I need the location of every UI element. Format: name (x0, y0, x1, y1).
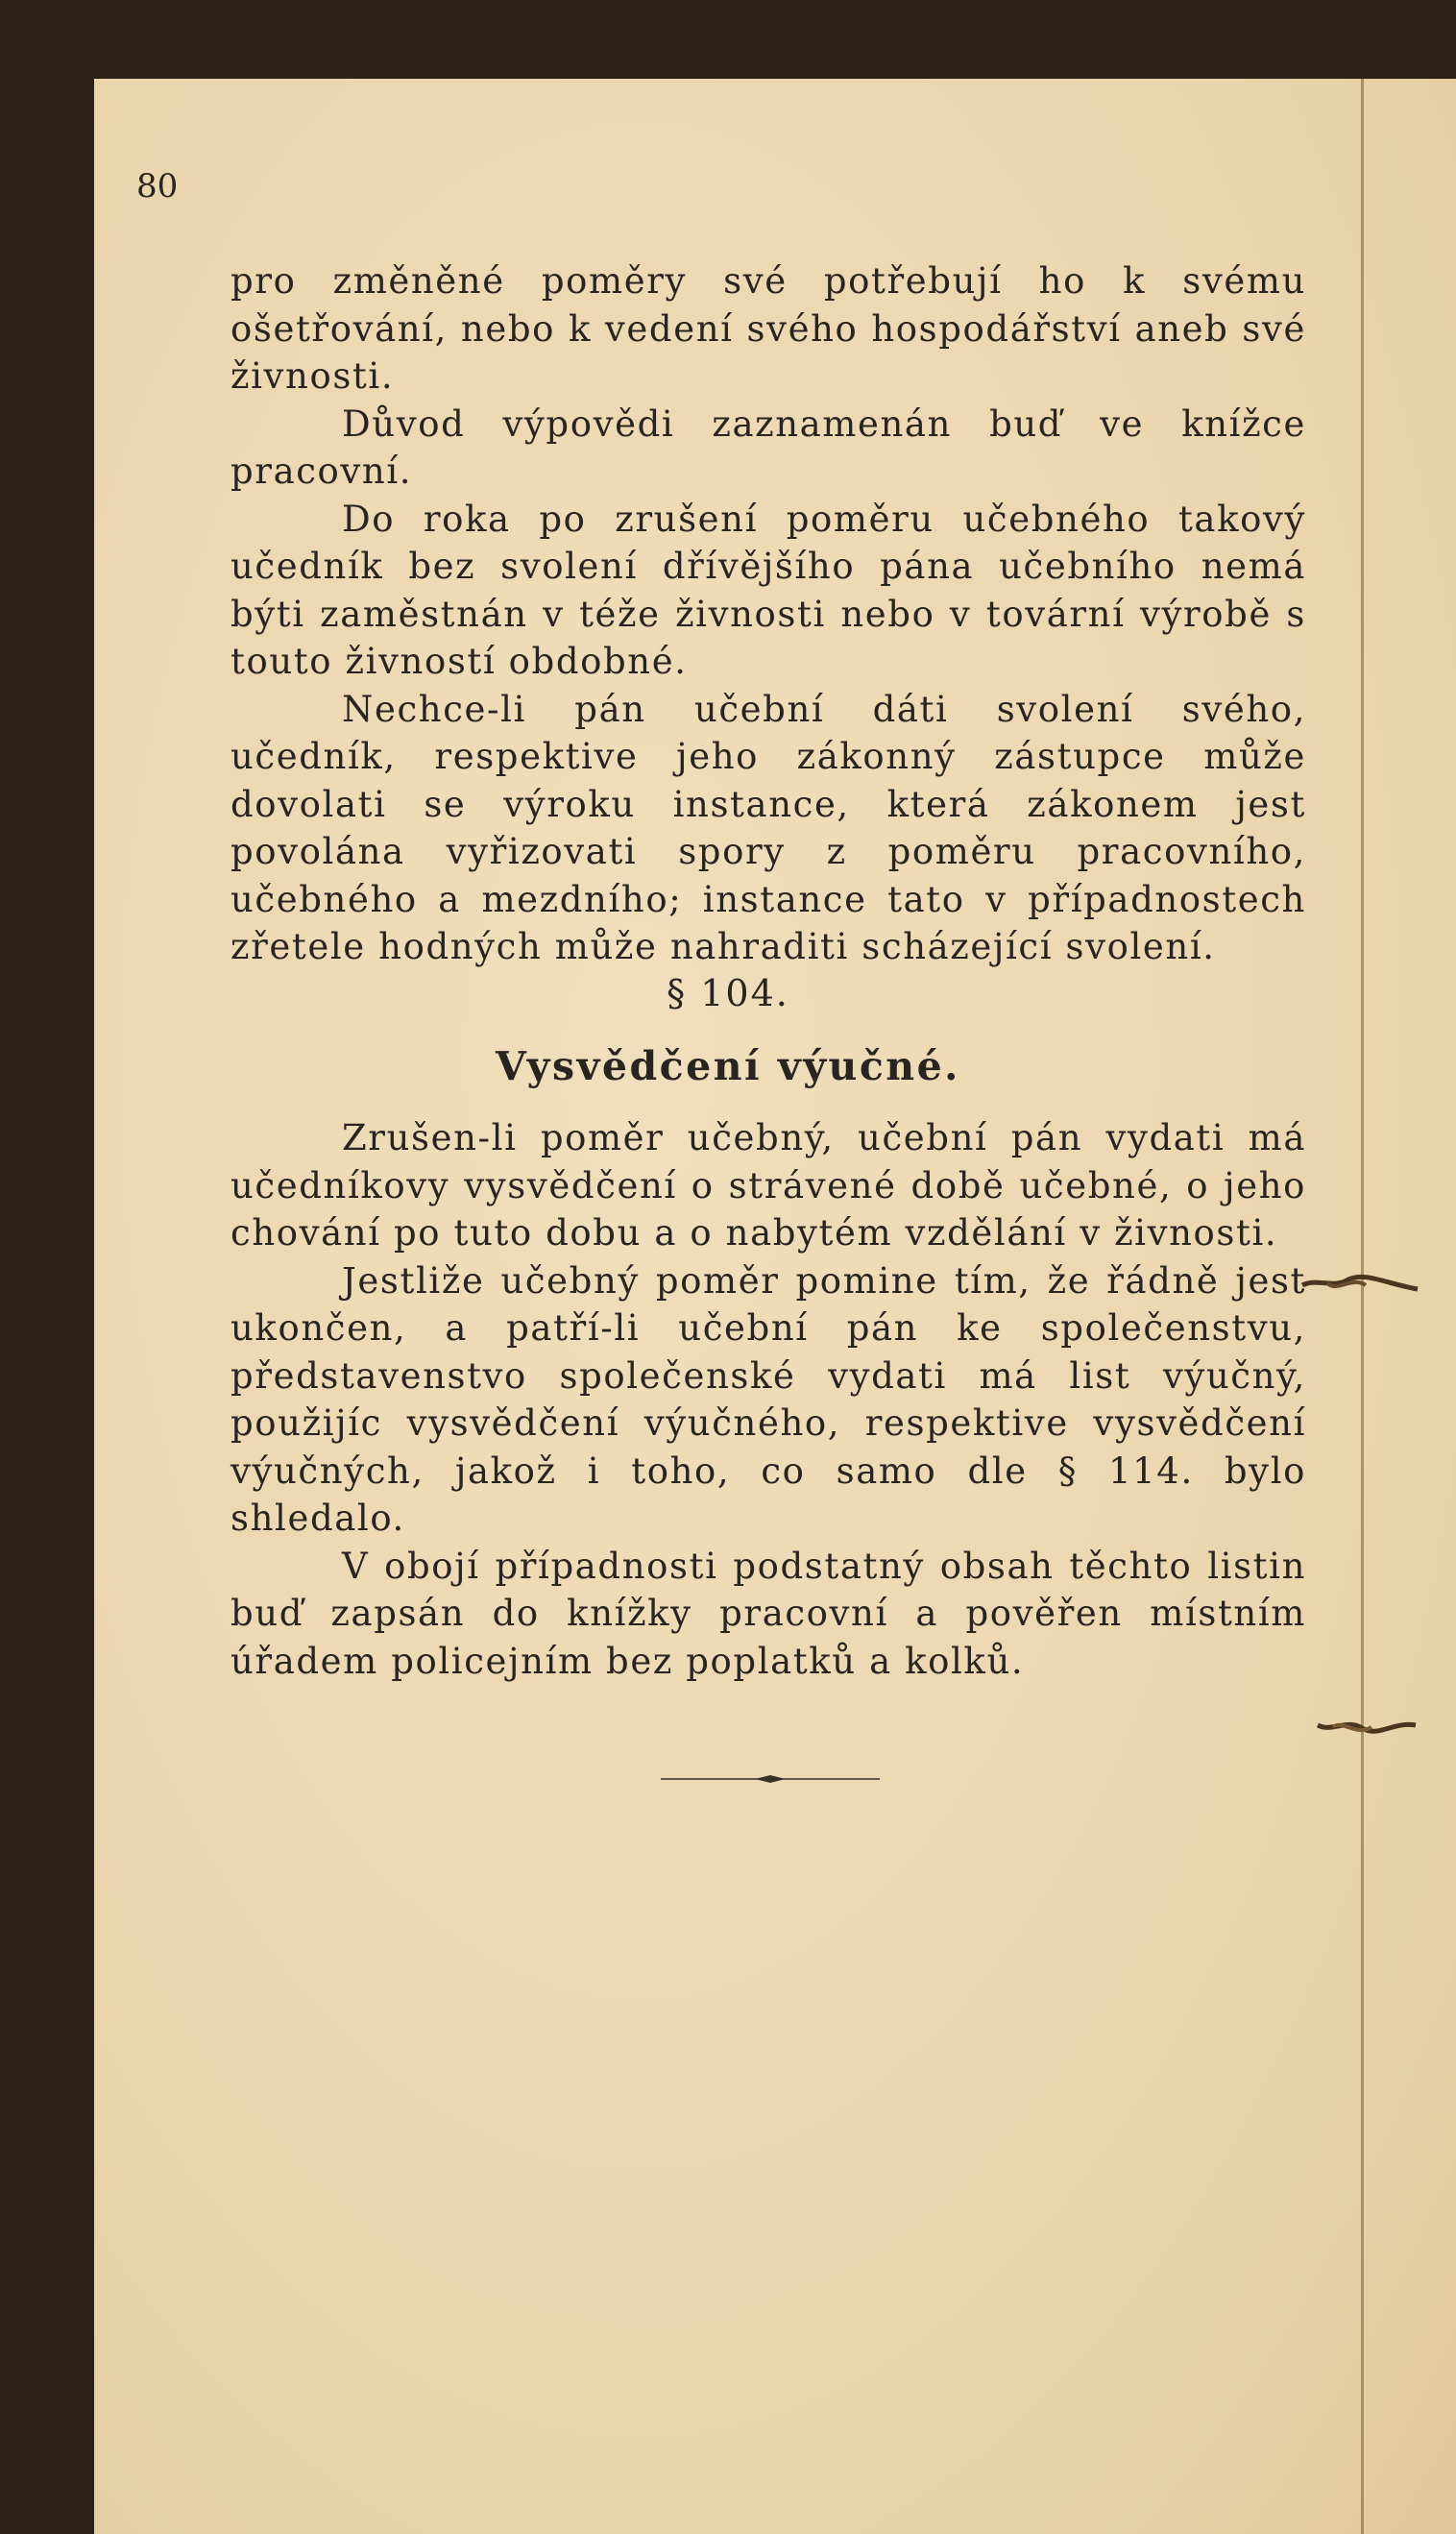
binding-thread-lower (1314, 1704, 1420, 1752)
paragraph-do-roka: Do roka po zrušení poměru učebného takový učedník bez svolení dřívějšího pána učebního nemá býti zaměstnán v téže živnosti nebo v tovární výrobě s touto živností obdobné. (231, 498, 1306, 682)
ornamental-divider (661, 1773, 880, 1785)
binding-thread-upper (1298, 1255, 1423, 1312)
paragraph-continuation: pro změněné poměry své potřebují ho k svému ošetřování, nebo k vedení svého hospodářství aneb své živnosti. (231, 260, 1306, 397)
paragraph-duvod: Důvod výpovědi zaznamenán buď ve knížce pracovní. (231, 402, 1306, 492)
bottom-text-block (231, 1114, 1306, 1685)
paragraph-zrusen-li: Zrušen-li poměr učebný, učební pán vydati má učedníkovy vysvědčení o strávené době učebné, o jeho chování po tuto dobu a o nabytém vzdělání v živnosti. (231, 1117, 1306, 1254)
top-text-block (231, 257, 1306, 971)
paragraph-jestlize: Jestliže učebný poměr pomine tím, že řádně jest ukončen, a patří-li učební pán ke společenstvu, představenstvo společenské vydati má list výučný, použijíc vysvědčení výučného, respektive vysvědčení výučných, jakož i toho, co samo dle § 114. bylo shledalo. (231, 1259, 1306, 1539)
page-number: 80 (136, 167, 179, 206)
section-number: § 104. (667, 972, 789, 1014)
section-title: Vysvědčení výučné. (496, 1043, 960, 1089)
paragraph-nechce-li: Nechce-li pán učební dáti svolení svého, učedník, respektive jeho zákonný zástupce může dovolati se výroku instance, která zákonem jest povolána vyřizovati spory z poměru pracovního, učebného a mezdního; instance tato v případnostech zřetele hodných může nahraditi scházející svolení. (231, 688, 1306, 967)
paragraph-v-oboji: V obojí případnosti podstatný obsah těchto listin buď zapsán do knížky pracovní a pověřen místním úřadem policejním bez poplatků a kolků. (231, 1545, 1306, 1682)
